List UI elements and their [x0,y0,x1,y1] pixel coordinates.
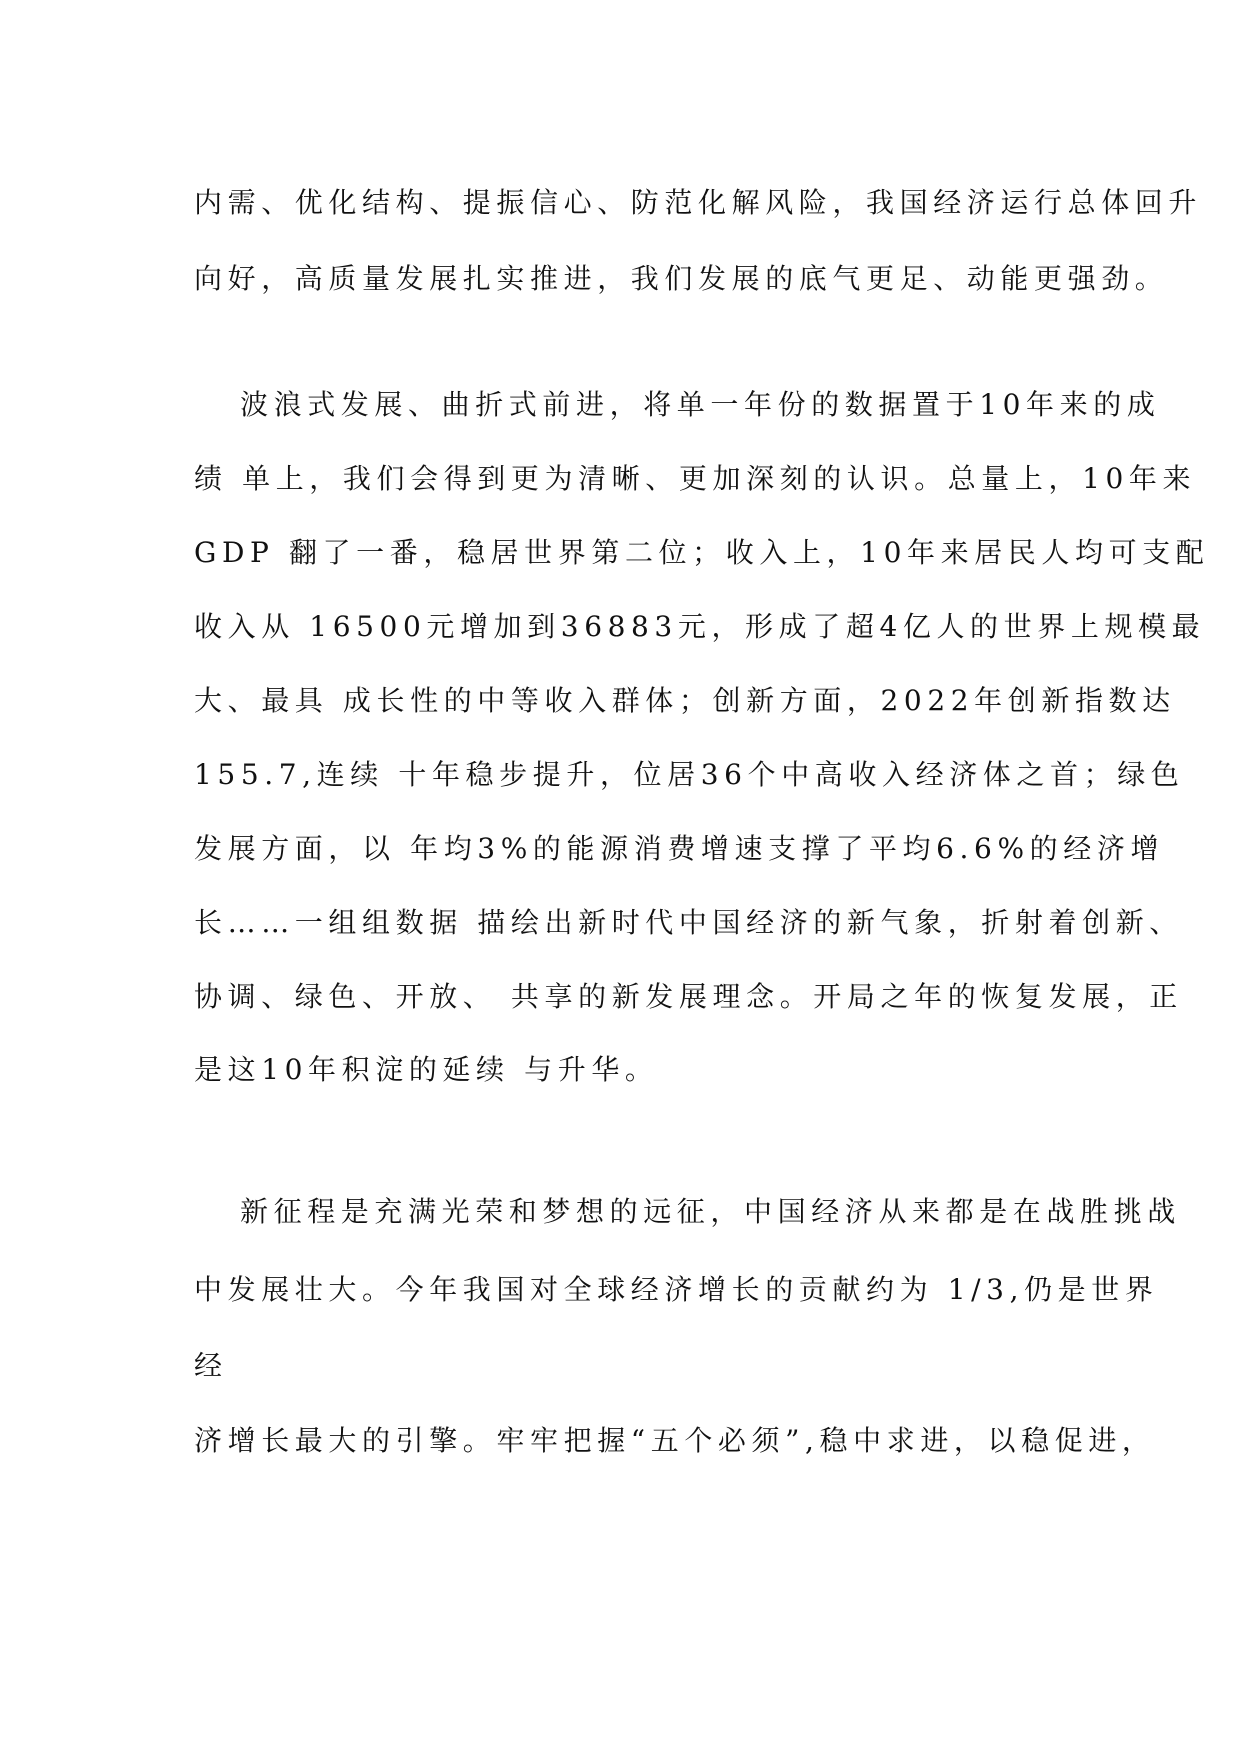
paragraph-2-line-2: 绩 单上，我们会得到更为清晰、更加深刻的认识。总量上，10年来 [194,462,1197,495]
paragraph-1-line-1: 内需、优化结构、提振信心、防范化解风险，我国经济运行总体回升 [194,186,1203,219]
paragraph-2-line-1: 波浪式发展、曲折式前进，将单一年份的数据置于10年来的成 [240,388,1161,421]
paragraph-1-line-2: 向好，高质量发展扎实推进，我们发展的底气更足、动能更强劲。 [194,262,1169,295]
paragraph-2-line-3: GDP 翻了一番，稳居世界第二位；收入上，10年来居民人均可支配 [194,536,1210,569]
paragraph-2-line-4: 收入从 16500元增加到36883元，形成了超4亿人的世界上规模最 [194,610,1206,643]
paragraph-2-line-7: 发展方面，以 年均3%的能源消费增速支撑了平均6.6%的经济增 [194,832,1165,865]
paragraph-3-line-3: 经 [194,1349,228,1382]
paragraph-3-line-2: 中发展壮大。今年我国对全球经济增长的贡献约为 1/3,仍是世界 [194,1273,1159,1306]
paragraph-3-line-1: 新征程是充满光荣和梦想的远征，中国经济从来都是在战胜挑战 [240,1195,1181,1228]
paragraph-2-line-10: 是这10年积淀的延续 与升华。 [194,1053,659,1086]
paragraph-2-line-9: 协调、绿色、开放、 共享的新发展理念。开局之年的恢复发展，正 [194,980,1183,1013]
paragraph-2-line-8: 长……一组组数据 描绘出新时代中国经济的新气象，折射着创新、 [194,906,1183,939]
paragraph-3-line-4: 济增长最大的引擎。牢牢把握“五个必须”,稳中求进，以稳促进， [194,1424,1156,1457]
paragraph-2-line-6: 155.7,连续 十年稳步提升，位居36个中高收入经济体之首；绿色 [194,758,1185,791]
paragraph-2-line-5: 大、最具 成长性的中等收入群体；创新方面，2022年创新指数达 [194,684,1176,717]
